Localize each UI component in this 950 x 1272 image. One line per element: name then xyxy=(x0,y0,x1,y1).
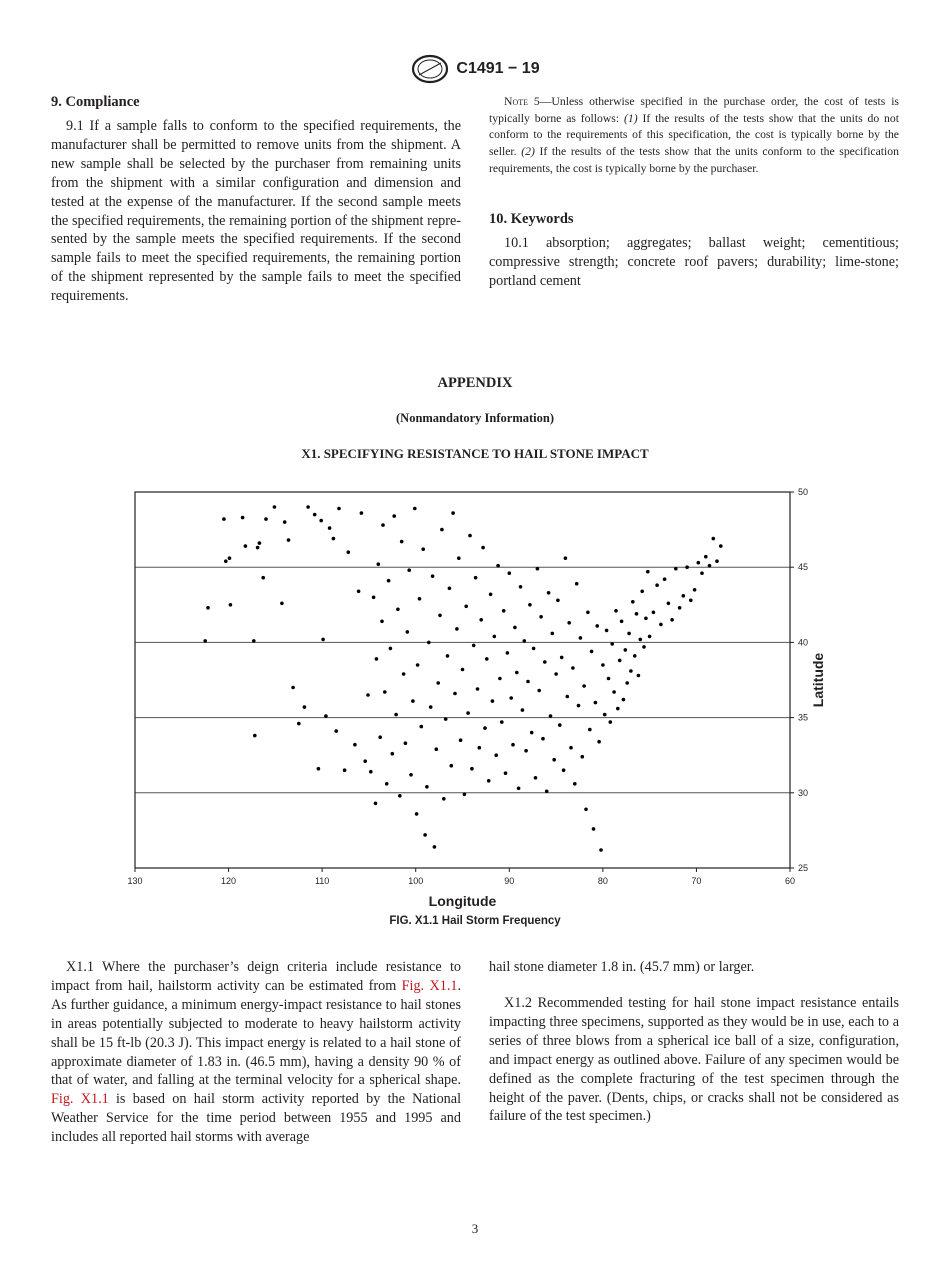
data-point xyxy=(427,641,431,645)
data-point xyxy=(648,635,652,639)
data-point xyxy=(291,686,295,690)
note-5-item-1: (1) xyxy=(623,111,638,125)
data-point xyxy=(646,570,650,574)
data-point xyxy=(715,559,719,563)
data-point xyxy=(513,626,517,630)
data-point xyxy=(280,602,284,606)
hail-storm-scatter-chart xyxy=(100,482,860,910)
data-point xyxy=(283,520,287,524)
data-point xyxy=(599,848,603,852)
data-point xyxy=(319,519,323,523)
data-point xyxy=(463,793,467,797)
data-point xyxy=(287,538,291,542)
data-point xyxy=(543,660,547,664)
data-point xyxy=(581,755,585,759)
data-point xyxy=(584,808,588,812)
data-point xyxy=(261,576,265,580)
data-point xyxy=(498,677,502,681)
data-point xyxy=(558,723,562,727)
y-tick-label: 45 xyxy=(798,562,809,573)
data-point xyxy=(416,663,420,667)
data-point xyxy=(392,514,396,518)
page-header xyxy=(0,54,950,84)
data-point xyxy=(569,746,573,750)
data-point xyxy=(595,624,599,628)
data-point xyxy=(511,743,515,747)
y-axis-label: Latitude xyxy=(810,652,826,708)
x-axis-label: Longitude xyxy=(428,893,497,909)
data-point xyxy=(528,603,532,607)
data-point xyxy=(383,690,387,694)
data-point xyxy=(582,684,586,688)
data-point xyxy=(435,747,439,751)
data-point xyxy=(378,735,382,739)
x1-2-text: X1.2 Recommended testing for hail stone impact resistance entails impacting three specimens, supported as they would be in use, each to a series of three blows from a spherical ice ball of a size, configuration, and impact energy as outlined above. Failure of any specimen would be defined as the complete fracturing of the test specimen through the height of the paver. (Dents, chips, or cracks shall not be considered as failure of the test specimen.) xyxy=(489,995,899,1125)
data-point xyxy=(519,585,523,589)
data-point xyxy=(652,611,656,615)
data-point xyxy=(306,505,310,509)
x-tick-label: 120 xyxy=(221,876,237,886)
data-point xyxy=(508,571,512,575)
x-tick-label: 60 xyxy=(784,876,796,886)
data-point xyxy=(252,639,256,643)
data-point xyxy=(562,768,566,772)
data-point xyxy=(353,743,357,747)
x-tick-label: 80 xyxy=(597,876,608,886)
data-point xyxy=(372,596,376,600)
y-tick-label: 25 xyxy=(798,863,809,873)
data-point xyxy=(468,534,472,538)
data-point xyxy=(466,711,470,715)
note-5-text-part: If the results of the tests show that the units conform to the specification requirements, the cost is typically borne by the purchaser. xyxy=(489,145,899,175)
data-point xyxy=(303,705,307,709)
data-point xyxy=(659,623,663,627)
data-point xyxy=(324,714,328,718)
data-point xyxy=(610,642,614,646)
data-point xyxy=(493,635,497,639)
data-point xyxy=(374,802,378,806)
astm-logo-icon xyxy=(410,54,450,84)
data-point xyxy=(539,615,543,619)
data-point xyxy=(491,699,495,703)
y-tick-label: 50 xyxy=(798,487,809,497)
data-point xyxy=(363,759,367,763)
data-point xyxy=(425,785,429,789)
data-point xyxy=(506,651,510,655)
data-point xyxy=(328,526,332,530)
page-number: 3 xyxy=(471,1221,479,1236)
data-point xyxy=(700,571,704,575)
data-point xyxy=(494,753,498,757)
data-point xyxy=(644,617,648,621)
data-point xyxy=(420,725,424,729)
data-point xyxy=(537,689,541,693)
data-point xyxy=(689,599,693,603)
data-point xyxy=(547,591,551,595)
data-point xyxy=(229,603,233,607)
data-point xyxy=(337,507,341,511)
data-point xyxy=(639,638,643,642)
data-point xyxy=(398,794,402,798)
data-point xyxy=(273,505,277,509)
data-point xyxy=(564,556,568,560)
data-point xyxy=(622,698,626,702)
data-point xyxy=(603,713,607,717)
data-point xyxy=(297,722,301,726)
data-point xyxy=(470,767,474,771)
data-point xyxy=(421,547,425,551)
data-point xyxy=(633,654,637,658)
data-point xyxy=(552,758,556,762)
data-point xyxy=(614,609,618,613)
data-point xyxy=(478,746,482,750)
data-point xyxy=(479,618,483,622)
fig-x1-1-link[interactable]: Fig. X1.1 xyxy=(401,977,458,994)
data-point xyxy=(577,704,581,708)
fig-x1-1-link[interactable]: Fig. X1.1 xyxy=(51,1091,109,1108)
note-5-text-part: If the results of the tests show that the units do not conform to the requirements of this specification, the cost is typically borne by the seller. xyxy=(489,111,899,159)
data-point xyxy=(678,606,682,610)
data-point xyxy=(347,550,351,554)
data-point xyxy=(461,668,465,672)
data-point xyxy=(446,654,450,658)
data-point xyxy=(590,650,594,654)
data-point xyxy=(244,544,248,548)
data-point xyxy=(313,513,317,517)
data-point xyxy=(712,537,716,541)
data-point xyxy=(502,609,506,613)
data-point xyxy=(418,597,422,601)
data-point xyxy=(451,511,455,515)
data-point xyxy=(545,790,549,794)
data-point xyxy=(607,677,611,681)
data-point xyxy=(682,594,686,598)
data-point xyxy=(317,767,321,771)
section-9-1-text: 9.1 If a sample falls to conform to the specified requirements, the manufacturer shall be permitted to remove units from the shipment. A new sample shall be selected by the purchaser from remaining units from the shipment with a similar configuration and dimension and tested at the expense of the manufacturer. If the second sample meets the specified requirements, the remaining portion of the shipment repre-sented by the sample meets the specified requirements. If the second sample fails to meet the specified requirements, the remaining portion of the shipment represented by the sample fails to meet the specified requirements. xyxy=(51,118,461,305)
data-point xyxy=(321,638,325,642)
data-point xyxy=(541,737,545,741)
data-point xyxy=(642,645,646,649)
data-point xyxy=(440,528,444,532)
data-point xyxy=(521,708,525,712)
x1-1-text-part: . As further guidance, a minimum energy-impact resistance to hail stones in areas potentially subjected to moderate to heavy hailstorm activity shall be 15 ft-lb (20.3 J). This impact energy is related to a hail stone of approximate diameter of 1.83 in. (46.5 mm), having a density 90 % of that of water, and falling at the terminal velocity for a spherical shape. xyxy=(51,977,462,1089)
data-point xyxy=(523,639,527,643)
data-point xyxy=(609,720,613,724)
data-point xyxy=(567,621,571,625)
data-point xyxy=(380,620,384,624)
x1-1-section xyxy=(51,958,461,1147)
note-5-text-part: —Unless otherwise specified in the purchase order, the cost of tests is typically borne as follows: xyxy=(489,95,899,125)
note-5-text xyxy=(489,94,899,178)
data-point xyxy=(241,516,245,520)
data-point xyxy=(532,647,536,651)
data-point xyxy=(459,738,463,742)
data-point xyxy=(526,680,530,684)
data-point xyxy=(625,681,629,685)
data-point xyxy=(476,687,480,691)
note-5 xyxy=(489,94,899,178)
data-point xyxy=(360,511,364,515)
data-point xyxy=(556,599,560,603)
data-point xyxy=(264,517,268,521)
data-point xyxy=(616,707,620,711)
data-point xyxy=(206,606,210,610)
section-9 xyxy=(51,94,461,306)
data-point xyxy=(627,632,631,636)
data-point xyxy=(429,705,433,709)
data-point xyxy=(618,659,622,663)
data-point xyxy=(404,741,408,745)
data-point xyxy=(605,629,609,633)
data-point xyxy=(504,771,508,775)
data-point xyxy=(631,600,635,604)
data-point xyxy=(667,602,671,606)
data-point xyxy=(601,663,605,667)
data-point xyxy=(483,726,487,730)
data-point xyxy=(474,576,478,580)
data-point xyxy=(635,612,639,616)
data-point xyxy=(366,693,370,697)
data-point xyxy=(224,559,228,563)
data-point xyxy=(400,540,404,544)
data-point xyxy=(571,666,575,670)
data-point xyxy=(472,644,476,648)
data-point xyxy=(551,632,555,636)
data-point xyxy=(377,562,381,566)
data-point xyxy=(450,764,454,768)
plot-area-border xyxy=(135,492,790,868)
data-point xyxy=(444,717,448,721)
x1-1-text-part: X1.1 Where the purchaser’s deign criteria include resistance to impact from hail, hailstorm activity can be estimated from xyxy=(51,959,461,994)
data-point xyxy=(588,728,592,732)
x-tick-label: 130 xyxy=(127,876,143,886)
data-point xyxy=(592,827,596,831)
data-point xyxy=(411,699,415,703)
data-point xyxy=(640,590,644,594)
data-point xyxy=(573,782,577,786)
note-5-item-2: (2) xyxy=(521,145,535,159)
data-point xyxy=(258,541,262,545)
y-tick-label: 30 xyxy=(798,787,809,798)
data-point xyxy=(693,588,697,592)
section-10-1-text: 10.1 absorption; aggregates; ballast weight; cementitious; compressive strength; concrete roof pavers; durability; lime-stone; portland cement xyxy=(489,235,899,289)
data-point xyxy=(524,749,528,753)
data-point xyxy=(517,787,521,791)
data-point xyxy=(438,614,442,618)
data-point xyxy=(719,544,723,548)
data-point xyxy=(708,564,712,568)
data-point xyxy=(685,565,689,569)
x1-2-section xyxy=(489,994,899,1126)
section-10-title: 10. Keywords xyxy=(489,211,574,227)
data-point xyxy=(629,669,633,673)
y-tick-label: 40 xyxy=(798,637,809,648)
data-point xyxy=(674,567,678,571)
data-point xyxy=(253,734,257,738)
data-point xyxy=(433,845,437,849)
x-tick-label: 100 xyxy=(408,876,424,886)
data-point xyxy=(670,618,674,622)
data-point xyxy=(620,620,624,624)
data-point xyxy=(387,579,391,583)
data-point xyxy=(464,605,468,609)
data-point xyxy=(586,611,590,615)
data-point xyxy=(453,692,457,696)
data-point xyxy=(566,695,570,699)
data-point xyxy=(394,713,398,717)
section-10 xyxy=(489,211,899,291)
data-point xyxy=(389,647,393,651)
x-tick-label: 110 xyxy=(314,876,330,886)
x-tick-label: 70 xyxy=(691,876,702,886)
data-point xyxy=(413,507,417,511)
x1-title: X1. SPECIFYING RESISTANCE TO HAIL STONE IMPACT xyxy=(301,446,649,461)
data-point xyxy=(407,568,411,572)
x1-1-text xyxy=(51,958,461,1147)
data-point xyxy=(357,590,361,594)
data-point xyxy=(489,593,493,597)
data-point xyxy=(594,701,598,705)
data-point xyxy=(597,740,601,744)
appendix-title: APPENDIX xyxy=(437,375,513,391)
data-point xyxy=(500,720,504,724)
data-point xyxy=(579,636,583,640)
data-point xyxy=(704,555,708,559)
data-point xyxy=(222,517,226,521)
figure-caption: FIG. X1.1 Hail Storm Frequency xyxy=(389,915,561,927)
data-point xyxy=(612,690,616,694)
data-point xyxy=(431,574,435,578)
data-point xyxy=(332,537,336,541)
data-point xyxy=(637,674,641,678)
data-point xyxy=(256,546,260,550)
data-point xyxy=(487,779,491,783)
data-point xyxy=(396,608,400,612)
data-point xyxy=(228,556,232,560)
data-point xyxy=(554,672,558,676)
note-5-label: Note 5 xyxy=(504,95,540,108)
data-point xyxy=(402,672,406,676)
data-point xyxy=(575,582,579,586)
data-point xyxy=(663,577,667,581)
data-point xyxy=(624,648,628,652)
data-point xyxy=(334,729,338,733)
x1-1-text-part: is based on hail storm activity reported by the National Weather Service for the time period between 1955 and 1995 and includes all reported hail storms with average xyxy=(51,1091,462,1146)
data-point xyxy=(481,546,485,550)
data-point xyxy=(560,656,564,660)
data-point xyxy=(457,556,461,560)
section-9-title: 9. Compliance xyxy=(51,94,140,110)
data-point xyxy=(391,752,395,756)
data-point xyxy=(203,639,207,643)
data-point xyxy=(496,564,500,568)
data-point xyxy=(406,630,410,634)
appendix-subtitle: (Nonmandatory Information) xyxy=(396,411,554,425)
data-point xyxy=(530,731,534,735)
data-point xyxy=(509,696,513,700)
data-point xyxy=(655,583,659,587)
document-id: C1491 − 19 xyxy=(456,60,540,77)
data-point xyxy=(442,797,446,801)
data-point xyxy=(375,657,379,661)
x1-1-continued xyxy=(489,958,899,977)
data-point xyxy=(385,782,389,786)
data-point xyxy=(415,812,419,816)
data-point xyxy=(515,671,519,675)
data-point xyxy=(697,561,701,565)
data-point xyxy=(448,587,452,591)
data-point xyxy=(534,776,538,780)
y-tick-label: 35 xyxy=(798,712,809,723)
data-point xyxy=(381,523,385,527)
data-point xyxy=(485,657,489,661)
x-tick-label: 90 xyxy=(504,876,515,886)
data-point xyxy=(409,773,413,777)
data-point xyxy=(343,768,347,772)
data-point xyxy=(423,833,427,837)
data-point xyxy=(369,770,373,774)
data-point xyxy=(455,627,459,631)
data-point xyxy=(436,681,440,685)
data-point xyxy=(549,714,553,718)
data-point xyxy=(536,567,540,571)
x1-1-continued-text: hail stone diameter 1.8 in. (45.7 mm) or larger. xyxy=(489,959,755,975)
